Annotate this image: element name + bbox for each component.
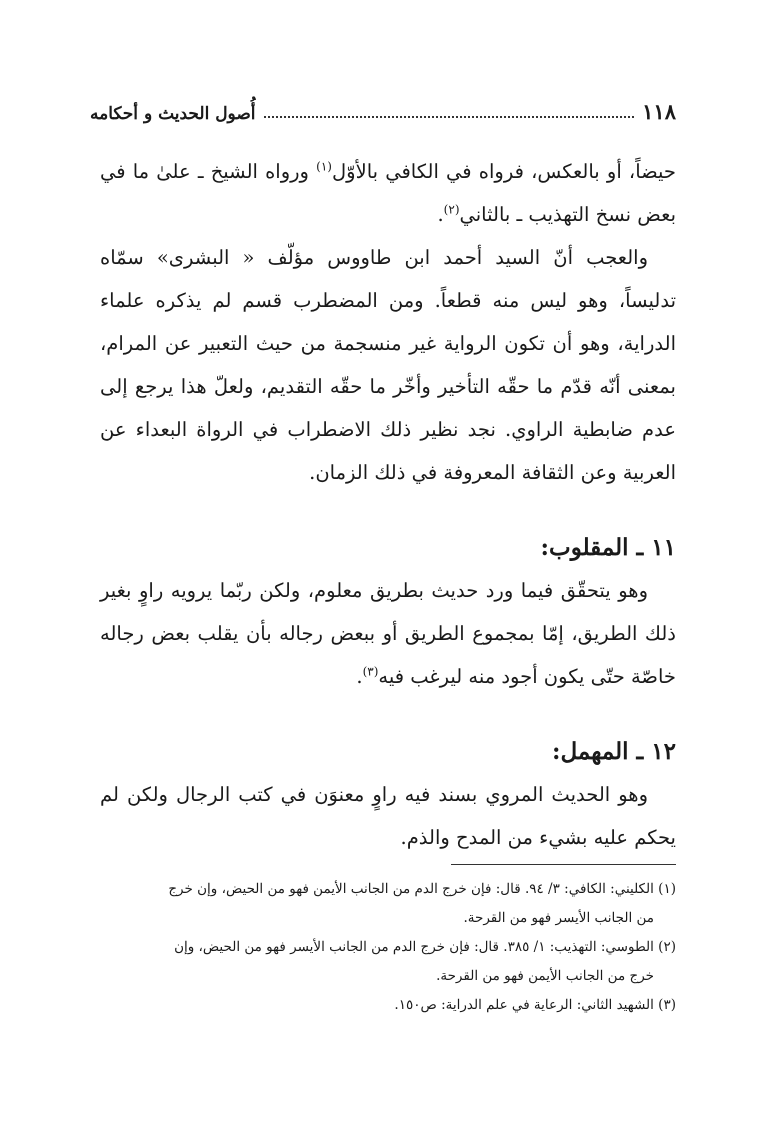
footnote-1: (١) الكليني: الكافي: ٣/ ٩٤. قال: فإن خرج الدم من الجانب الأيمن فهو من الحيض، وإن خرج من الجانب الأيسر فهو من القرحة.: [168, 881, 676, 926]
book-title: أُصول الحديث و أحكامه: [90, 104, 256, 124]
footnotes: [100, 875, 676, 1020]
paragraph-muhmal: وهو الحديث المروي بسند فيه راوٍ معنوَن في كتب الرجال ولكن لم يحكم عليه بشيء من المدح والذم.: [100, 783, 676, 849]
footnote-ref-2[interactable]: (٢): [443, 202, 460, 217]
footnote-ref-3[interactable]: (٣): [362, 664, 379, 679]
section-heading-maqlub: ١١ ـ المقلوب:: [540, 534, 676, 561]
paragraph-maqlub: وهو يتحقّق فيما ورد حديث بطريق معلوم، ولكن ربّما يرويه راوٍ بغير ذلك الطريق، إمّا بمجموع الطريق أو ببعض رجاله بأن يقلب بعض رجاله خاصّة حتّى يكون أجود منه ليرغب فيه$^{(٣)}$.: [100, 579, 676, 688]
section-heading-muhmal: ١٢ ـ المهمل:: [552, 738, 676, 765]
header-dotted-rule: [264, 116, 635, 118]
main-text: [100, 150, 676, 859]
paragraph-1: حيضاً، أو بالعكس، فرواه في الكافي بالأوّل$^{(١)}$ ورواه الشيخ ـ علىٰ ما في بعض نسخ التهذيب ـ بالثاني$^{(٢)}$.: [100, 159, 676, 226]
footnote-separator: [451, 864, 676, 865]
footnote-2: (٢) الطوسي: التهذيب: ١/ ٣٨٥. قال: فإن خرج الدم من الجانب الأيسر فهو من الحيض، وإن خرج من الجانب الأيمن فهو من القرحة.: [174, 939, 676, 984]
running-header: [90, 94, 676, 124]
paragraph-2: والعجب أنّ السيد أحمد ابن طاووس مؤلّف « البشرى» سمّاه تدليساً، وهو ليس منه قطعاً. ومن المضطرب قسم لم يذكره علماء الدراية، وهو أن تكون الرواية غير منسجمة من حيث التعبير عن المرام، بمعنى أنّه قدّم ما حقّه التأخير وأخّر ما حقّه التقديم، ولعلّ هذا يرجع إلى عدم ضابطية الراوي. نجد نظير ذلك الاضطراب في الرواة البعداء عن العربية وعن الثقافة المعروفة في ذلك الزمان.: [100, 246, 676, 484]
footnote-ref-1[interactable]: (١): [316, 159, 332, 174]
page-number: ١١٨: [642, 99, 676, 124]
footnote-3: (٣) الشهيد الثاني: الرعاية في علم الدراية: ص١٥٠.: [394, 997, 676, 1013]
